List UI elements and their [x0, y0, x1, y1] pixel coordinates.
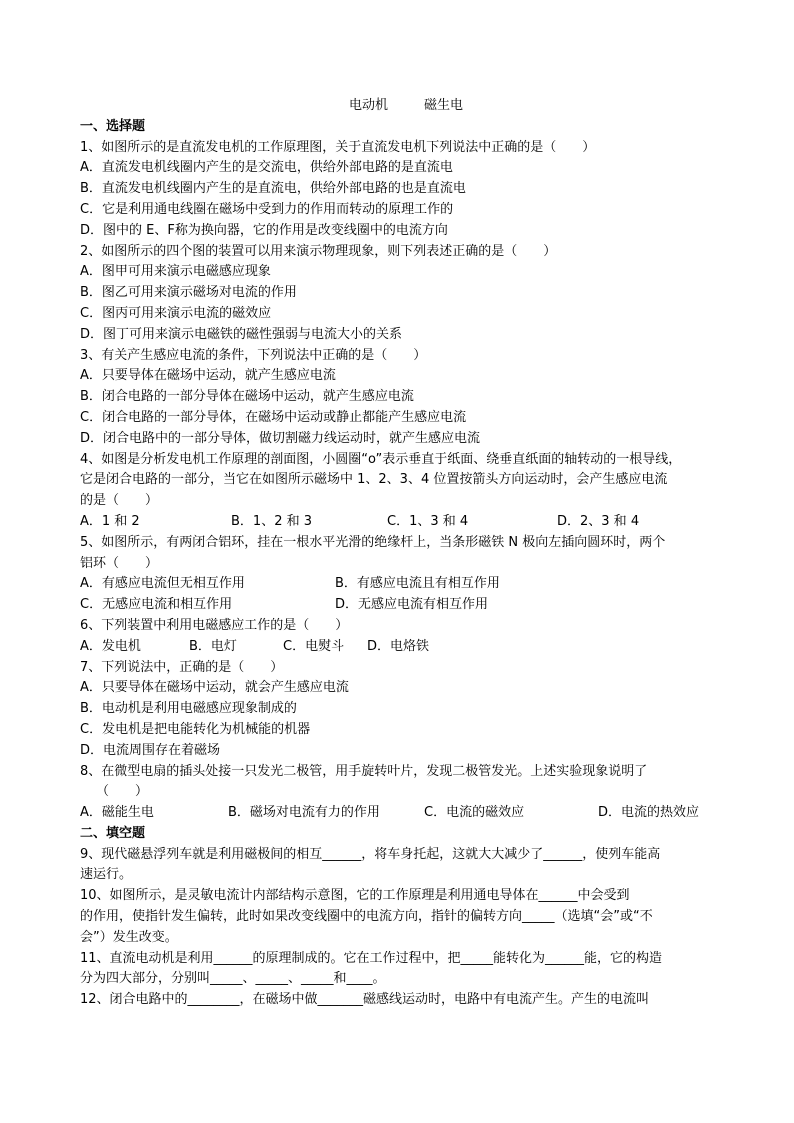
q3-option-d: D．闭合电路中的一部分导体，做切割磁力线运动时，就产生感应电流: [80, 430, 481, 446]
q10-line1: 10、如图所示，是灵敏电流计内部结构示意图，它的工作原理是利用通电导体在______中会受到: [80, 888, 630, 904]
q7-option-b: B．电动机是利用电磁感应现象制成的: [80, 701, 297, 717]
q2-option-a: A．图甲可用来演示电磁感应现象: [80, 264, 271, 280]
q4-option-c: C．1、3 和 4: [387, 513, 469, 529]
q6-option-b: B．电灯: [189, 638, 237, 654]
q7-option-a: A．只要导体在磁场中运动，就会产生感应电流: [80, 680, 349, 696]
q5-options-row1: [80, 574, 720, 595]
q1-option-b: B．直流发电机线圈内产生的是直流电，供给外部电路的也是直流电: [80, 181, 466, 197]
q8-stem-line2: （ ）: [96, 784, 149, 800]
section-fill-heading: 二、填空题: [80, 825, 146, 841]
q8-option-d: D．电流的热效应: [598, 805, 700, 821]
q5-option-b: B．有感应电流且有相互作用: [335, 576, 500, 592]
q11-line2: 分为四大部分，分别叫_____、_____、_____和____。: [80, 971, 386, 987]
q6-stem: 6、下列装置中利用电磁感应工作的是（ ）: [80, 617, 349, 633]
q8-option-a: A．磁能生电: [80, 805, 154, 821]
q6-option-a: A．发电机: [80, 638, 141, 654]
q12-line1: 12、闭合电路中的________，在磁场中做_______磁感线运动时，电路中有电流产生。产生的电流叫: [80, 992, 650, 1008]
q3-option-a: A．只要导体在磁场中运动，就产生感应电流: [80, 368, 336, 384]
q1-stem: 1、如图所示的是直流发电机的工作原理图，关于直流发电机下列说法中正确的是（ ）: [80, 139, 596, 155]
q10-line3: 会”）发生改变。: [80, 929, 178, 945]
q2-option-d: D．图丁可用来演示电磁铁的磁性强弱与电流大小的关系: [80, 326, 403, 342]
q1-option-c: C．它是利用通电线圈在磁场中受到力的作用而转动的原理工作的: [80, 201, 454, 217]
q9-line1: 9、现代磁悬浮列车就是利用磁极间的相互______，将车身托起，这就大大减少了______，使列车能高: [80, 846, 661, 862]
q6-option-d: D．电烙铁: [367, 638, 430, 654]
title-left: 电动机: [348, 98, 388, 113]
q3-option-c: C．闭合电路的一部分导体，在磁场中运动或静止都能产生感应电流: [80, 409, 467, 425]
q8-options: [80, 803, 720, 824]
q7-option-c: C．发电机是把电能转化为机械能的机器: [80, 721, 311, 737]
q2-option-b: B．图乙可用来演示磁场对电流的作用: [80, 285, 297, 301]
q1-option-a: A．直流发电机线圈内产生的是交流电，供给外部电路的是直流电: [80, 160, 453, 176]
q4-stem-line1: 4、如图是分析发电机工作原理的剖面图，小圆圈“o”表示垂直于纸面、绕垂直纸面的轴转动的一根导线，: [80, 451, 682, 467]
q2-option-c: C．图丙可用来演示电流的磁效应: [80, 305, 272, 321]
q8-stem-line1: 8、在微型电扇的插头处接一只发光二极管，用手旋转叶片，发现二极管发光。上述实验现象说明了: [80, 763, 648, 779]
q5-option-d: D．无感应电流有相互作用: [335, 597, 489, 613]
q8-option-c: C．电流的磁效应: [424, 805, 525, 821]
worksheet: [80, 96, 720, 1011]
q4-option-b: B．1、2 和 3: [231, 513, 312, 529]
q5-stem-line2: 铝环（ ）: [80, 555, 159, 571]
q8-option-b: B．磁场对电流有力的作用: [228, 805, 380, 821]
section-choice-heading: 一、选择题: [80, 118, 146, 134]
q7-stem: 7、下列说法中，正确的是（ ）: [80, 659, 284, 675]
q4-options: [80, 512, 720, 533]
q4-stem-line3: 的是（ ）: [80, 493, 159, 509]
q6-options: [80, 637, 720, 658]
q11-line1: 11、直流电动机是利用______的原理制成的。它在工作过程中，把_____能转化为______能，它的构造: [80, 950, 663, 966]
q5-option-c: C．无感应电流和相互作用: [80, 597, 233, 613]
q7-option-d: D．电流周围存在着磁场: [80, 742, 221, 758]
page-title: [80, 96, 720, 117]
q6-option-c: C．电熨斗: [283, 638, 345, 654]
q5-option-a: A．有感应电流但无相互作用: [80, 576, 245, 592]
q4-option-a: A．1 和 2: [80, 513, 140, 529]
q3-option-b: B．闭合电路的一部分导体在磁场中运动，就产生感应电流: [80, 389, 414, 405]
q4-option-d: D．2、3 和 4: [557, 513, 640, 529]
q2-stem: 2、如图所示的四个图的装置可以用来演示物理现象，则下列表述正确的是（ ）: [80, 243, 557, 259]
q3-stem: 3、有关产生感应电流的条件，下列说法中正确的是（ ）: [80, 347, 427, 363]
q9-line2: 速运行。: [80, 867, 133, 883]
title-right: 磁生电: [424, 98, 464, 113]
q10-line2: 的作用，使指针发生偏转，此时如果改变线圈中的电流方向，指针的偏转方向_____（选填“会”或“不: [80, 909, 653, 925]
q5-options-row2: [80, 595, 720, 616]
q5-stem-line1: 5、如图所示，有两闭合铝环，挂在一根水平光滑的绝缘杆上，当条形磁铁 N 极向左插向圆环时，两个: [80, 534, 666, 550]
q4-stem-line2: 它是闭合电路的一部分，当它在如图所示磁场中 1、2、3、4 位置按箭头方向运动时，会产生感应电流: [80, 472, 668, 488]
q1-option-d: D．图中的 E、F称为换向器，它的作用是改变线圈中的电流方向: [80, 222, 448, 238]
